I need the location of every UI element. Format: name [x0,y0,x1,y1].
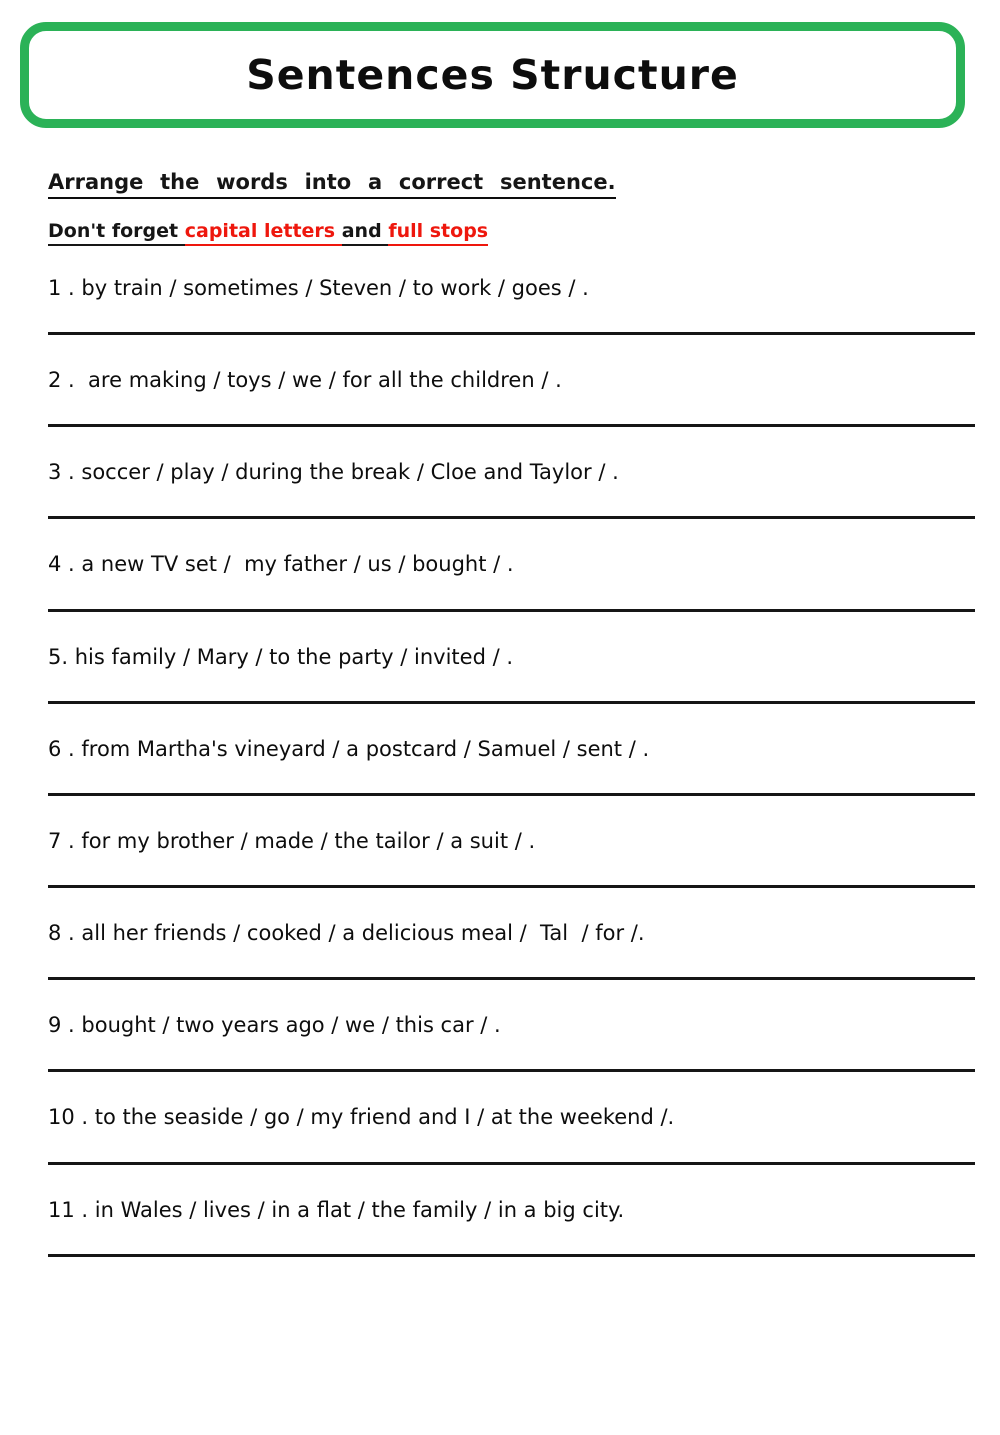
exercise-item-2 [48,368,975,427]
exercise-prompt-4: 4 . a new TV set / my father / us / bought / . [48,552,514,577]
exercise-prompt-6: 6 . from Martha's vineyard / a postcard / Samuel / sent / . [48,736,650,761]
answer-line-10[interactable] [48,1162,975,1165]
title-box [20,22,965,128]
note-text-and: and [342,220,389,246]
exercise-item-4 [48,552,975,611]
note-highlight-capital-letters: capital letters [185,220,342,246]
exercise-prompt-3: 3 . soccer / play / during the break / Cloe and Taylor / . [48,460,619,485]
answer-line-9[interactable] [48,1069,975,1072]
exercise-prompt-8: 8 . all her friends / cooked / a delicious meal / Tal / for /. [48,921,645,946]
answer-line-4[interactable] [48,609,975,612]
exercise-prompt-5: 5. his family / Mary / to the party / invited / . [48,644,513,669]
answer-line-8[interactable] [48,977,975,980]
exercise-prompt-2: 2 . are making / toys / we / for all the children / . [48,367,562,392]
exercise-item-11 [48,1198,975,1257]
exercise-item-9 [48,1013,975,1072]
exercise-item-8 [48,921,975,980]
note-highlight-full-stops: full stops [388,220,488,246]
exercise-prompt-11: 11 . in Wales / lives / in a flat / the family / in a big city. [48,1197,625,1222]
answer-line-6[interactable] [48,793,975,796]
exercise-prompt-10: 10 . to the seaside / go / my friend and I / at the weekend /. [48,1105,675,1130]
note-text-dont-forget: Don't forget [48,220,185,246]
exercise-prompt-7: 7 . for my brother / made / the tailor / a suit / . [48,828,536,853]
exercise-list [48,276,975,1257]
exercise-prompt-1: 1 . by train / sometimes / Steven / to work / goes / . [48,275,589,300]
worksheet-content [0,170,1000,1257]
exercise-item-5 [48,645,975,704]
instruction-note [48,220,975,244]
exercise-item-10 [48,1105,975,1164]
instruction-main: Arrange the words into a correct sentence. [48,170,616,199]
page-title: Sentences Structure [246,51,739,99]
answer-line-2[interactable] [48,424,975,427]
answer-line-5[interactable] [48,701,975,704]
exercise-item-6 [48,737,975,796]
exercise-prompt-9: 9 . bought / two years ago / we / this car / . [48,1013,501,1038]
exercise-item-1 [48,276,975,335]
exercise-item-3 [48,460,975,519]
answer-line-7[interactable] [48,885,975,888]
answer-line-11[interactable] [48,1254,975,1257]
exercise-item-7 [48,829,975,888]
worksheet-page [0,22,1000,1257]
answer-line-1[interactable] [48,332,975,335]
answer-line-3[interactable] [48,516,975,519]
